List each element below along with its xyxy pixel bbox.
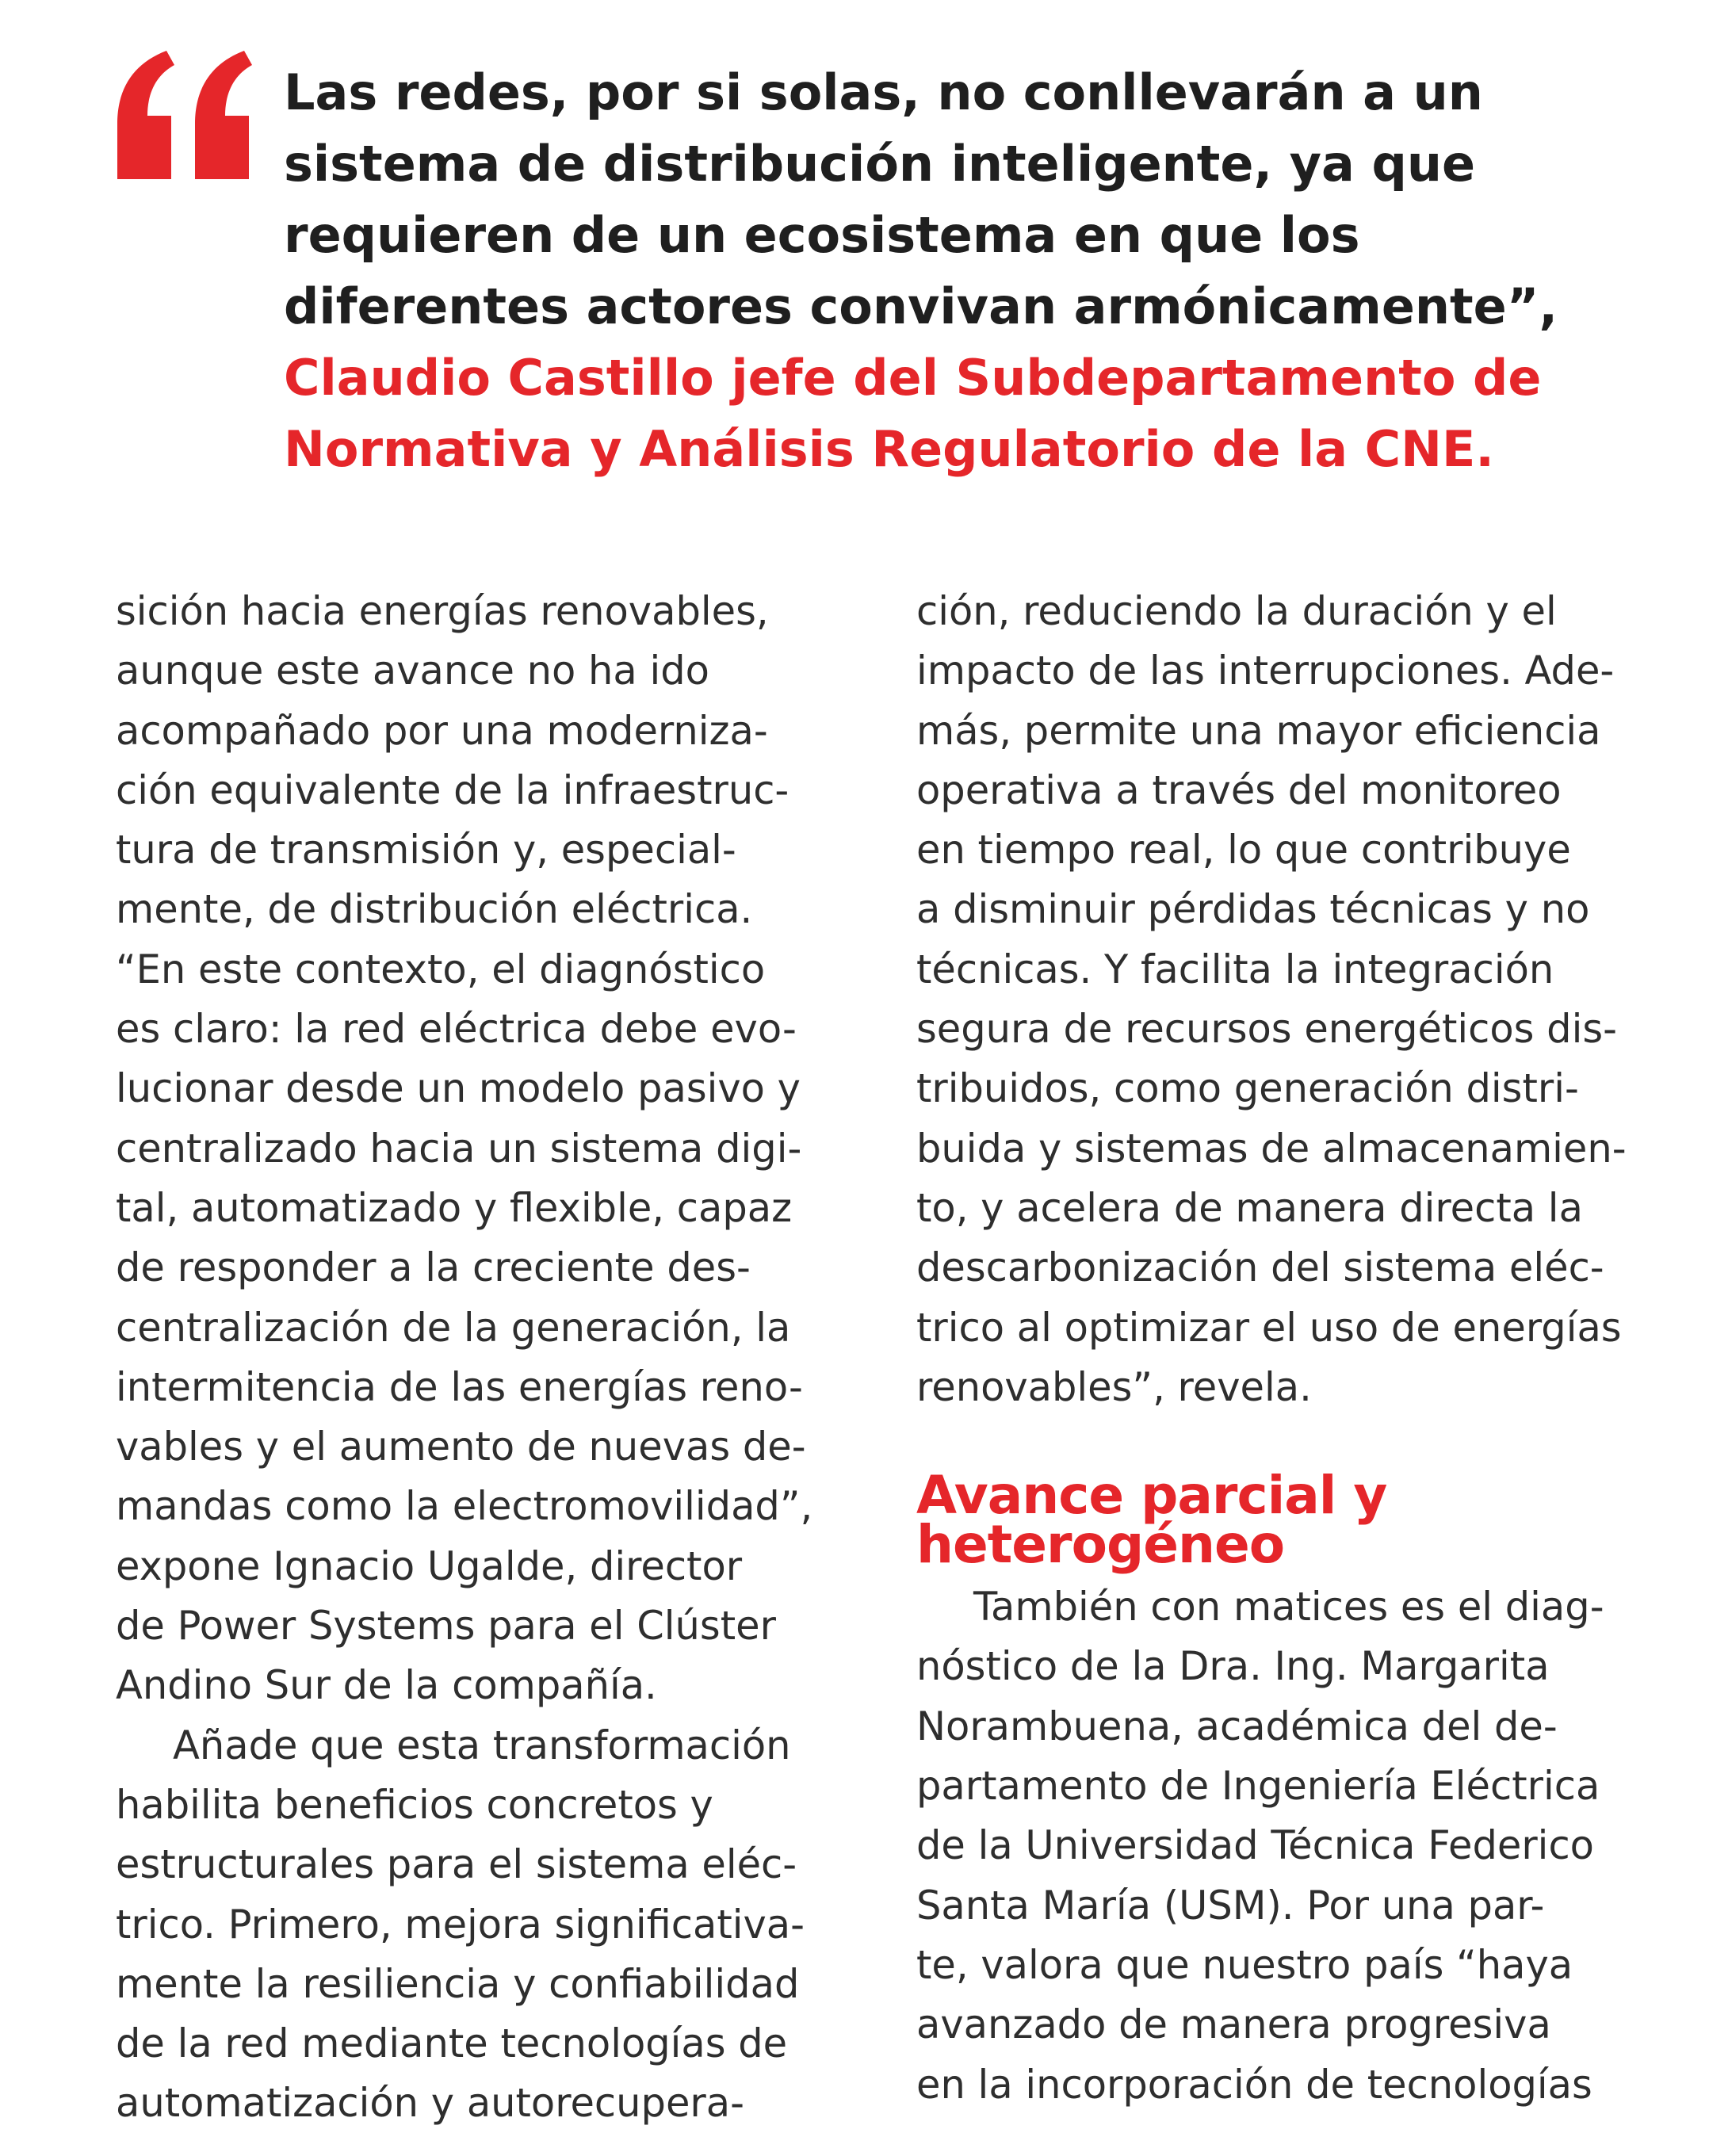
text-line: acompañado por una moderniza- bbox=[116, 707, 768, 754]
section-heading-line: Avance parcial y bbox=[916, 1465, 1387, 1527]
text-line: nóstico de la Dra. Ing. Margarita bbox=[916, 1643, 1550, 1690]
text-line: de la red mediante tecnologías de bbox=[116, 2020, 788, 2067]
text-line: segura de recursos energéticos dis- bbox=[916, 1006, 1617, 1053]
text-line: operativa a través del monitoreo bbox=[916, 766, 1562, 813]
text-line: tribuidos, como generación distri- bbox=[916, 1065, 1579, 1112]
text-line: to, y acelera de manera directa la bbox=[916, 1184, 1583, 1231]
text-line: impacto de las interrupciones. Ade- bbox=[916, 648, 1615, 694]
text-line: más, permite una mayor eficiencia bbox=[916, 707, 1601, 754]
text-line: lucionar desde un modelo pasivo y bbox=[116, 1065, 801, 1112]
text-line: tal, automatizado y flexible, capaz bbox=[116, 1184, 793, 1231]
right-paragraph-1 bbox=[916, 582, 1646, 1417]
text-line: renovables”, revela. bbox=[916, 1363, 1312, 1410]
left-paragraph-2 bbox=[116, 1716, 829, 2134]
text-line: vables y el aumento de nuevas de- bbox=[116, 1424, 806, 1470]
text-line: habilita beneficios concretos y bbox=[116, 1781, 713, 1828]
text-line: Añade que esta transformación bbox=[173, 1722, 791, 1768]
pull-quote-text: Las redes, por si solas, no conllevarán a un sistema de distribución inteligente, ya que requieren de un ecosistema en que los diferentes actores convivan armónicamente”, bbox=[284, 63, 1558, 335]
text-line: Norambuena, académica del de- bbox=[916, 1703, 1558, 1749]
pull-quote-attribution: Claudio Castillo jefe del Subdepartamento de Normativa y Análisis Regulatorio de la CNE. bbox=[284, 349, 1542, 478]
section-heading-line: heterogéneo bbox=[916, 1514, 1285, 1576]
text-line: en la incorporación de tecnologías bbox=[916, 2061, 1592, 2108]
text-line: de responder a la creciente des- bbox=[116, 1244, 751, 1291]
section-heading bbox=[916, 1465, 1646, 1576]
text-line: descarbonización del sistema eléc- bbox=[916, 1244, 1604, 1291]
text-line: automatización y autorecupera- bbox=[116, 2080, 744, 2127]
text-line: expone Ignacio Ugalde, director bbox=[116, 1542, 743, 1589]
text-line: te, valora que nuestro país “haya bbox=[916, 1941, 1573, 1988]
left-paragraph-1 bbox=[116, 582, 829, 1716]
right-paragraph-2 bbox=[916, 1577, 1646, 2115]
text-line: en tiempo real, lo que contribuye bbox=[916, 827, 1571, 873]
text-line: técnicas. Y facilita la integración bbox=[916, 946, 1554, 992]
quote-mark-icon bbox=[111, 48, 262, 182]
text-line: aunque este avance no ha ido bbox=[116, 648, 709, 694]
text-line: mente, de distribución eléctrica. bbox=[116, 886, 753, 933]
text-line: ción, reduciendo la duración y el bbox=[916, 588, 1557, 634]
text-line: centralización de la generación, la bbox=[116, 1304, 791, 1351]
text-line: avanzado de manera progresiva bbox=[916, 2001, 1551, 2048]
text-line: es claro: la red eléctrica debe evo- bbox=[116, 1006, 797, 1053]
text-line: a disminuir pérdidas técnicas y no bbox=[916, 886, 1590, 933]
text-line: sición hacia energías renovables, bbox=[116, 588, 769, 634]
text-line: ción equivalente de la infraestruc- bbox=[116, 766, 790, 813]
pull-quote bbox=[284, 57, 1647, 485]
text-line: de la Universidad Técnica Federico bbox=[916, 1822, 1594, 1869]
left-column bbox=[116, 582, 829, 2134]
text-line: centralizado hacia un sistema digi- bbox=[116, 1125, 802, 1172]
text-line: buida y sistemas de almacenamien- bbox=[916, 1125, 1627, 1172]
text-line: Santa María (USM). Por una par- bbox=[916, 1882, 1545, 1929]
text-line: trico al optimizar el uso de energías bbox=[916, 1304, 1622, 1351]
text-line: intermitencia de las energías reno- bbox=[116, 1363, 803, 1410]
text-line: También con matices es el diag- bbox=[973, 1584, 1604, 1630]
text-line: Andino Sur de la compañía. bbox=[116, 1662, 657, 1709]
text-line: de Power Systems para el Clúster bbox=[116, 1603, 776, 1649]
text-line: trico. Primero, mejora significativa- bbox=[116, 1901, 805, 1948]
text-line: tura de transmisión y, especial- bbox=[116, 827, 736, 873]
right-column bbox=[916, 582, 1646, 2115]
text-line: mandas como la electromovilidad”, bbox=[116, 1483, 813, 1530]
text-line: “En este contexto, el diagnóstico bbox=[116, 946, 766, 992]
text-line: partamento de Ingeniería Eléctrica bbox=[916, 1763, 1600, 1810]
text-line: mente la resiliencia y confiabilidad bbox=[116, 1960, 800, 2007]
text-line: estructurales para el sistema eléc- bbox=[116, 1841, 797, 1888]
